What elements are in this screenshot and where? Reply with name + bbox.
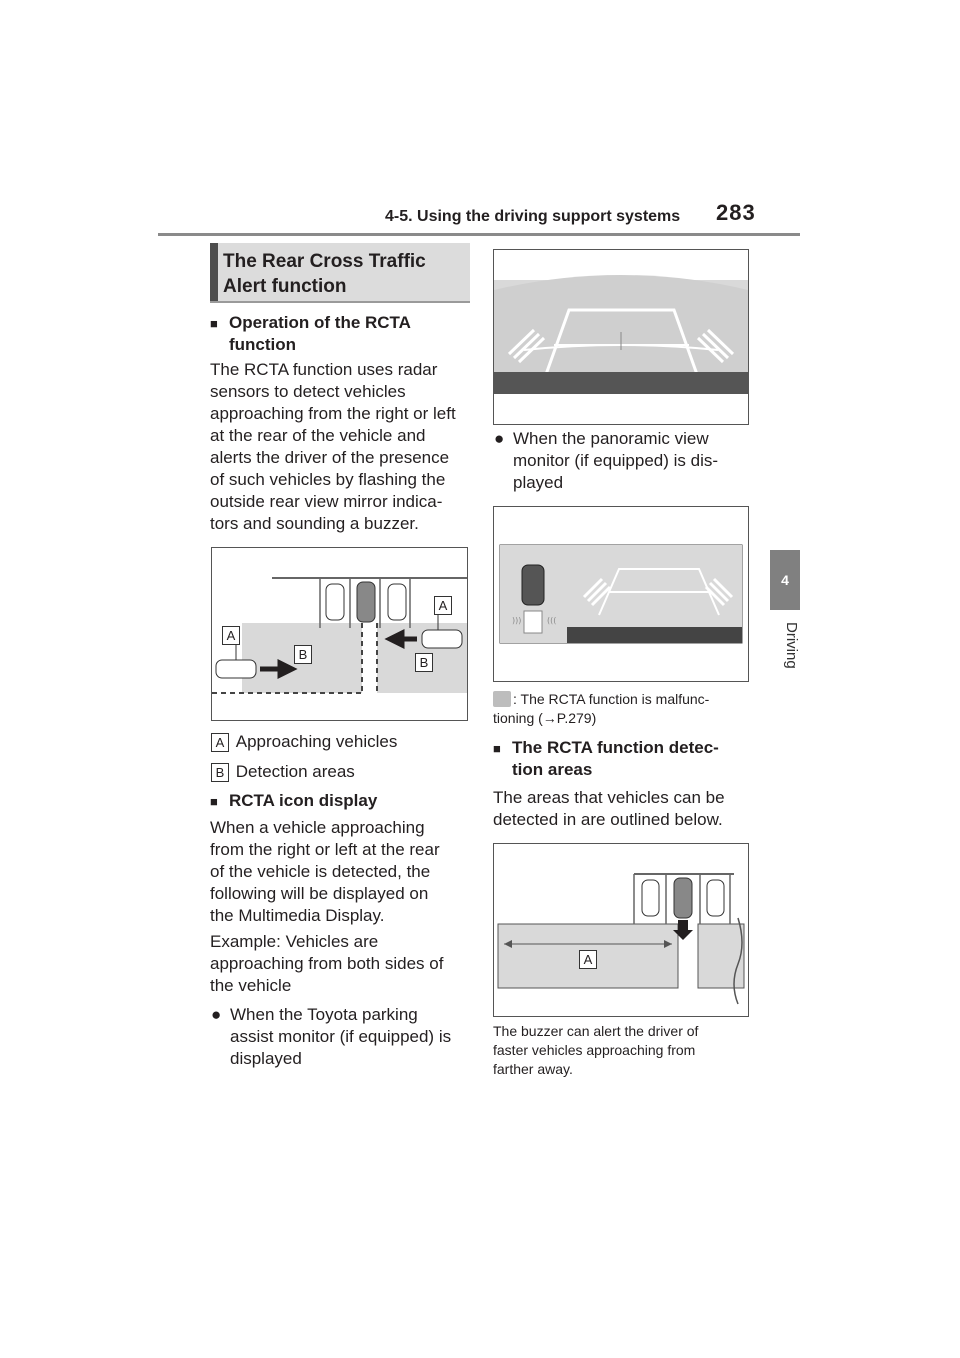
approaching-car-left [216, 660, 256, 678]
rcta-overview-figure [211, 547, 468, 721]
example-text: Example: Vehicles are approaching from both sides of the vehicle [210, 932, 444, 995]
parked-car [326, 584, 344, 620]
icon-display-text: When a vehicle approaching from the right or left at the rear of the vehicle is detected, the following will be displayed on the Multimedia Display. [210, 818, 440, 925]
buzzer-note: The buzzer can alert the driver of faster vehicles approaching from farther away. [493, 1023, 699, 1077]
legend-approaching: A Approaching vehicles [211, 731, 397, 753]
malfunction-note: : The RCTA function is malfunc- tioning (→P.279) [493, 691, 710, 726]
panoramic-monitor-figure [493, 506, 749, 682]
section-heading-rule [210, 301, 470, 303]
bullet-icon: ● [494, 429, 505, 448]
bullet-parking-assist: ● When the Toyota parking assist monitor (if equipped) is displayed [211, 1005, 452, 1068]
parked-car [388, 584, 406, 620]
detection-areas-text: The areas that vehicles can be detected in are outlined below. [493, 788, 725, 829]
section-heading [210, 243, 470, 301]
svg-text:))): ))) [512, 616, 522, 625]
section-heading-bar [210, 243, 218, 301]
legend-detection: B Detection areas [211, 761, 355, 783]
figure-label-a: A [222, 626, 240, 645]
svg-text:(((: ((( [547, 616, 557, 625]
parking-lot-diagram [212, 548, 467, 720]
parking-assist-monitor-figure [493, 249, 749, 425]
figure-label-b: B [415, 653, 433, 672]
chapter-tab-number: 4 [770, 550, 800, 610]
rear-camera-screen [494, 250, 748, 424]
operation-text: The RCTA function uses radar sensors to detect vehicles approaching from the right or left at the rear of the vehicle and alerts the driver of the presence of such vehicles by flashing the outside rear view mirror indica- tors and sounding a buzzer. [210, 360, 456, 533]
rcta-malfunction-icon [493, 691, 511, 707]
section-heading-text: The Rear Cross Traffic Alert function [223, 251, 426, 297]
approaching-car-right [422, 630, 462, 648]
figure-label-b: B [294, 645, 312, 664]
own-vehicle [357, 582, 375, 622]
detection-area-figure [493, 843, 749, 1017]
bullet-icon: ● [211, 1005, 222, 1024]
detection-areas-heading: ■ The RCTA function detec- tion areas [493, 738, 719, 779]
bullet-panoramic: ● When the panoramic view monitor (if equipped) is dis- played [494, 429, 719, 492]
operation-heading: ■ Operation of the RCTA function [210, 313, 411, 354]
chapter-tab-label: Driving [783, 622, 800, 669]
page-number: 283 [716, 200, 756, 225]
panoramic-screen [494, 507, 748, 681]
header-rule [158, 233, 800, 236]
detection-area-diagram [494, 844, 748, 1016]
figure-label-a: A [579, 950, 597, 969]
icon-display-heading: ■ RCTA icon display [210, 791, 378, 810]
running-header: 4-5. Using the driving support systems [385, 208, 681, 225]
figure-label-a: A [434, 596, 452, 615]
